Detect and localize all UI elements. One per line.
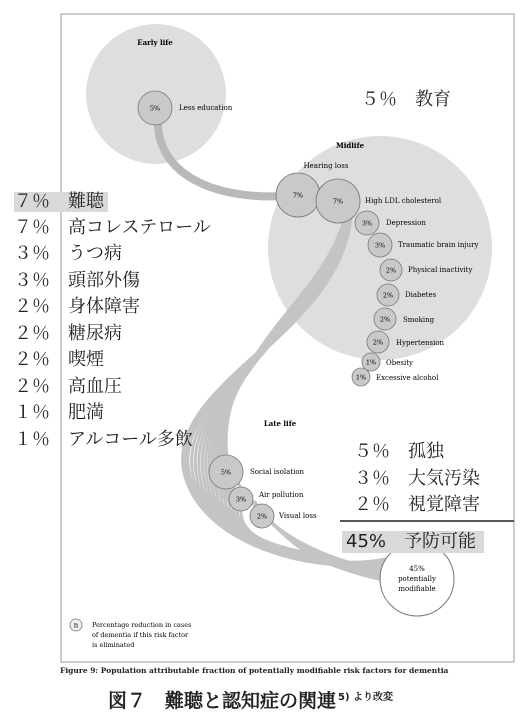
midlife-factor-label: Physical inactivity [408, 266, 473, 274]
jp-left-item: ２％ 身体障害 [14, 296, 140, 317]
midlife-factor-label: Hearing loss [303, 162, 349, 170]
late-life-title: Late life [263, 419, 297, 428]
midlife-factor-pct: 7% [332, 197, 344, 206]
midlife-factor-label: Smoking [403, 316, 435, 324]
total-line1: potentially [398, 575, 436, 583]
jp-left-item: ７％ 難聴 [14, 192, 108, 212]
jp-right-item: ３％ 大気汚染 [354, 467, 480, 489]
midlife-factor-pct: 3% [374, 241, 386, 250]
midlife-factor-pct: 2% [385, 266, 397, 275]
midlife-factor-label: Depression [386, 219, 426, 227]
early-factor-pct: 5% [149, 104, 161, 113]
jp-education-label: ５％ 教育 [361, 89, 451, 110]
jp-left-item: ２％ 糖尿病 [14, 322, 122, 344]
legend-line3: is eliminated [92, 641, 135, 649]
page-title [108, 686, 393, 713]
jp-left-item: １％ アルコール多飲 [14, 428, 193, 450]
total-line2: modifiable [398, 585, 436, 593]
midlife-factor-pct: 1% [355, 373, 367, 382]
legend-line1: Percentage reduction in cases [92, 621, 192, 629]
late-factor-label: Social isolation [250, 468, 305, 476]
late-factor-pct: 3% [235, 495, 247, 504]
early-factor-label: Less education [179, 104, 233, 112]
midlife-factor-label: Diabetes [405, 291, 437, 299]
jp-left-item: ２％ 高血圧 [14, 375, 122, 397]
total-pct: 45% [409, 565, 425, 573]
midlife-factor-pct: 3% [361, 219, 373, 228]
midlife-factor-pct: 1% [365, 358, 377, 367]
midlife-factor-pct: 2% [372, 338, 384, 347]
midlife-factor-label: Traumatic brain injury [398, 241, 479, 249]
midlife-factor-label: Excessive alcohol [376, 374, 439, 382]
legend-symbol: n [73, 621, 79, 630]
midlife-factor-pct: 7% [292, 191, 304, 200]
jp-total-label: 45% 予防可能 [342, 531, 484, 553]
figure-caption: Figure 9: Population attributable fraction of potentially modifiable risk factors for dementia [60, 666, 449, 675]
early-life-title: Early life [137, 38, 173, 47]
page-title-reference: 5) より改変 [338, 691, 394, 703]
legend-line2: of dementia if this risk factor [92, 631, 189, 639]
midlife-title: Midlife [335, 141, 365, 150]
jp-left-item: ３％ うつ病 [14, 243, 122, 264]
midlife-factor-pct: 2% [382, 291, 394, 300]
midlife-factor-label: Obesity [386, 359, 413, 367]
jp-left-item: ２％ 喫煙 [14, 349, 104, 370]
jp-left-item: ７％ 高コレステロール [14, 216, 211, 238]
jp-left-item: １％ 肥満 [14, 402, 104, 423]
late-factor-label: Visual loss [279, 512, 317, 520]
late-factor-pct: 2% [256, 512, 268, 521]
late-factor-label: Air pollution [259, 491, 304, 499]
page-title-text: 図７ 難聴と認知症の関連 [108, 690, 337, 712]
midlife-factor-label: High LDL cholesterol [365, 197, 442, 205]
jp-left-item: ３％ 頭部外傷 [14, 269, 140, 291]
midlife-factor-pct: 2% [379, 315, 391, 324]
late-factor-pct: 5% [220, 468, 232, 477]
jp-right-item: ５％ 孤独 [354, 441, 444, 462]
midlife-factor-label: Hypertension [396, 339, 445, 347]
jp-right-item: ２％ 視覚障害 [354, 494, 480, 515]
